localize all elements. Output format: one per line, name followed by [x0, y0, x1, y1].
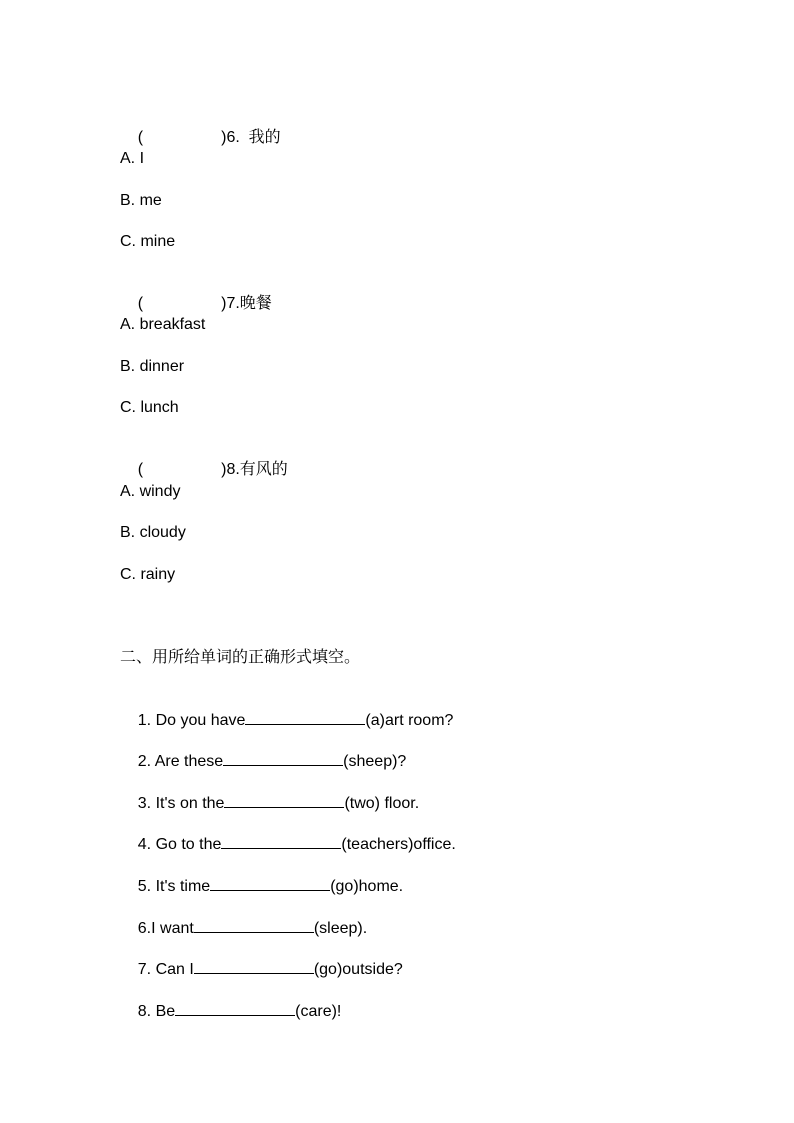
fill-blank[interactable]	[210, 876, 330, 891]
fill-blank[interactable]	[245, 710, 365, 725]
fill-blank[interactable]	[194, 959, 314, 974]
answer-paren-open: (	[137, 461, 144, 478]
fill-suffix: (sleep).	[313, 920, 368, 937]
option-a: A. windy	[120, 483, 181, 500]
fill-blank[interactable]	[194, 918, 314, 933]
fill-suffix: (go)outside?	[313, 961, 403, 978]
fill-prefix: 7. Can I	[137, 961, 194, 978]
fill-blank[interactable]	[223, 751, 343, 766]
fill-item-8	[120, 981, 341, 1042]
fill-prefix: 8. Be	[137, 1003, 176, 1020]
option-b: B. me	[120, 192, 162, 209]
fill-prefix: 2. Are these	[137, 753, 224, 770]
question-stem: )7.晚餐	[221, 295, 272, 312]
fill-suffix: (care)!	[295, 1003, 342, 1020]
fill-prefix: 4. Go to the	[137, 836, 222, 853]
fill-prefix: 1. Do you have	[137, 712, 246, 729]
fill-prefix: 3. It's on the	[137, 795, 225, 812]
answer-paren-open: (	[137, 129, 144, 146]
fill-blank[interactable]	[224, 793, 344, 808]
fill-prefix: 6.I want	[137, 920, 194, 937]
option-b: B. dinner	[120, 358, 185, 375]
question-stem: )6. 我的	[221, 129, 281, 146]
fill-suffix: (two) floor.	[344, 795, 420, 812]
fill-suffix: (sheep)?	[343, 753, 407, 770]
question-6	[120, 108, 281, 168]
answer-paren-open: (	[137, 295, 144, 312]
fill-prefix: 5. It's time	[137, 878, 211, 895]
option-b: B. cloudy	[120, 524, 186, 541]
question-stem: )8.有风的	[221, 461, 288, 478]
fill-blank[interactable]	[175, 1001, 295, 1016]
fill-suffix: (a)art room?	[365, 712, 454, 729]
fill-blank[interactable]	[221, 834, 341, 849]
option-c: C. mine	[120, 233, 176, 250]
option-a: A. breakfast	[120, 316, 206, 333]
section-title: 二、用所给单词的正确形式填空。	[120, 649, 361, 666]
option-c: C. rainy	[120, 566, 176, 583]
option-c: C. lunch	[120, 399, 179, 416]
fill-suffix: (go)home.	[330, 878, 404, 895]
option-a: A. I	[120, 150, 145, 167]
fill-suffix: (teachers)office.	[341, 836, 456, 853]
